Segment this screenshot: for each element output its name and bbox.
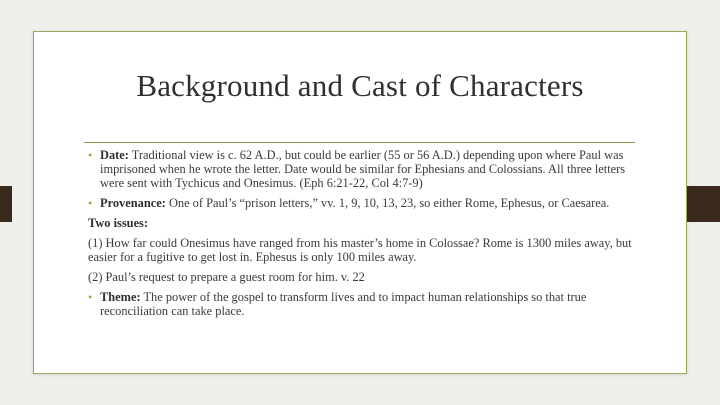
bullet-item-provenance: [88, 196, 644, 210]
left-decorative-tab: [0, 186, 12, 222]
bullet-icon: •: [88, 196, 93, 210]
issue-1: (1) How far could Onesimus have ranged from his master’s home in Colossae? Rome is 1300 miles away, but easier for a fugitive to get lost in. Ephesus is only 100 miles away.: [88, 236, 632, 264]
theme-text: The power of the gospel to transform lives and to impact human relationships so that true reconciliation can take place.: [100, 290, 587, 318]
bullet-item-date: [88, 148, 644, 190]
slide-body: [88, 148, 644, 324]
issue-2: (2) Paul’s request to prepare a guest room for him. v. 22: [88, 270, 365, 284]
date-label: Date:: [100, 148, 129, 162]
issues-heading: [88, 216, 644, 230]
date-text: Traditional view is c. 62 A.D., but could be earlier (55 or 56 A.D.) depending upon where Paul was imprisoned when he wrote the letter. Date would be similar for Ephesians and Colossians. All three letters were sent with Tychicus and Onesimus. (Eph 6:21-22, Col 4:7-9): [100, 148, 626, 190]
slide-title: Background and Cast of Characters: [136, 68, 584, 103]
issues-heading-text: Two issues:: [88, 216, 149, 230]
provenance-label: Provenance:: [100, 196, 166, 210]
bullet-icon: •: [88, 290, 93, 304]
bullet-item-theme: [88, 290, 644, 318]
theme-label: Theme:: [100, 290, 141, 304]
title-divider: [84, 142, 635, 143]
bullet-icon: •: [88, 148, 93, 162]
provenance-text: One of Paul’s “prison letters,” vv. 1, 9, 10, 13, 23, so either Rome, Ephesus, or Caesarea.: [165, 196, 610, 210]
